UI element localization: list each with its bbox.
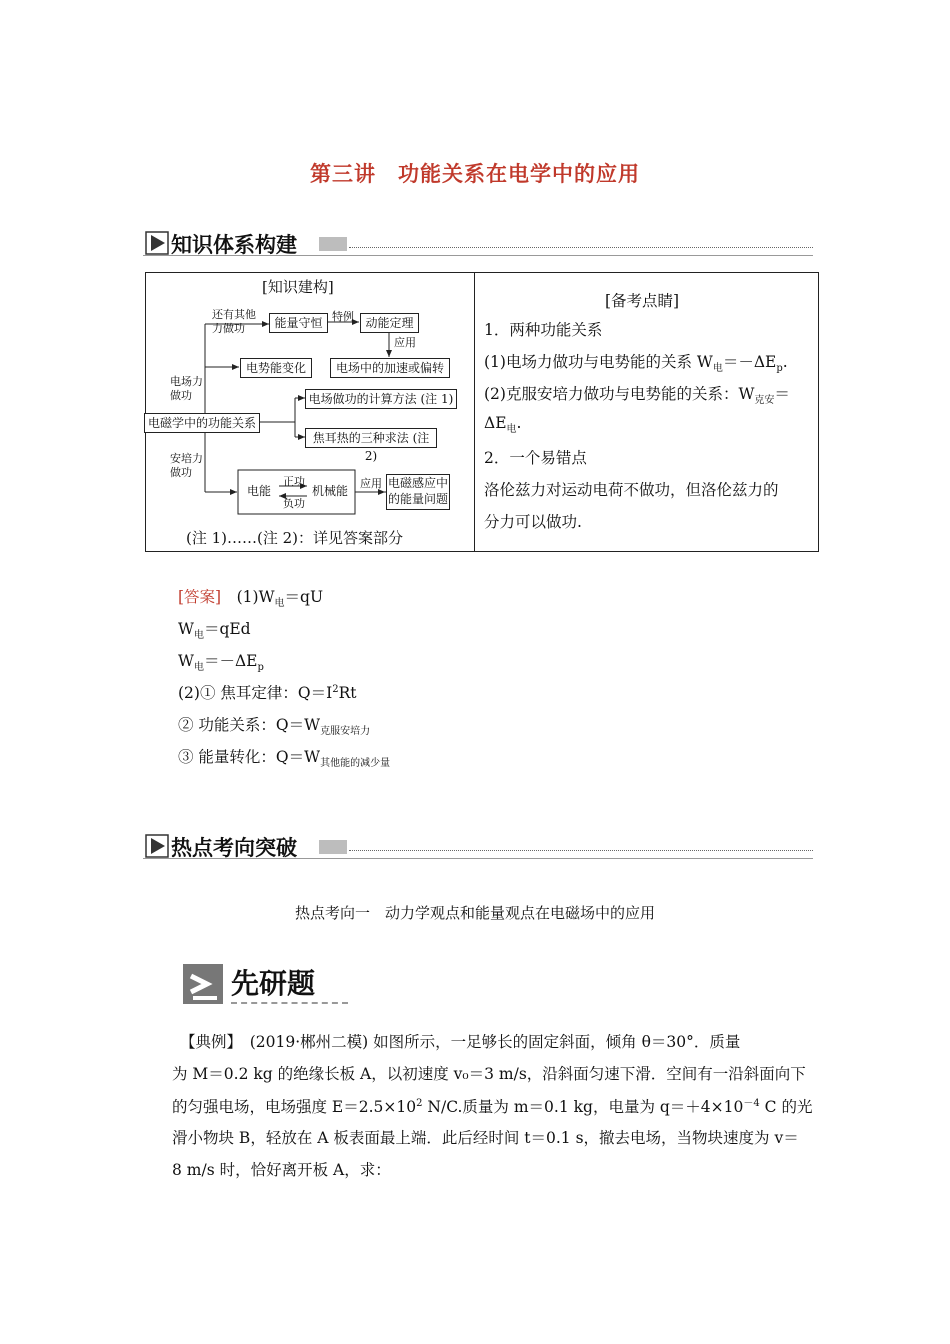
right-line-1: 1．两种功能关系	[484, 321, 603, 339]
node-energy-conservation: 能量守恒	[269, 313, 328, 333]
research-header	[183, 960, 348, 1006]
problem-line-3: 的匀强电场，电场强度 $E=2.5\times 10^2$ N/C.质量为 m＝0.1 kg，电量为 $q=+4\times 10^{-4}$ C 的光	[172, 1098, 813, 1117]
label-apply: 应用	[360, 477, 382, 490]
right-header: [备考点睛]	[605, 292, 680, 310]
label-apply-vertical: 应用	[394, 336, 416, 349]
check-arrow-icon	[183, 964, 223, 1004]
problem-line-1: 【典例】 (2019·郴州二模) 如图所示，一足够长的固定斜面，倾角 θ＝30°．质量	[180, 1033, 741, 1051]
right-line-5: 2．一个易错点	[484, 449, 587, 467]
label-efield-work: 电场力 做功	[170, 375, 203, 402]
node-accel-deflect: 电场中的加速或偏转	[330, 358, 450, 378]
answer-line-3: $W_电=-\Delta E_p$	[178, 652, 264, 674]
problem-line-4: 滑小物块 B，轻放在 A 板表面最上端．此后经时间 t＝0.1 s，撤去电场，当物块速度为 v＝	[172, 1129, 799, 1147]
node-calc-method: 电场做功的计算方法 (注 1)	[305, 389, 457, 409]
right-line-2: (1)电场力做功与电势能的关系 $W_电=-\Delta E_p$.	[484, 353, 788, 375]
answer-line-5: ② 功能关系：$Q=W_{克服安培力}$	[178, 716, 371, 738]
label-ampere-work: 安培力 做功	[170, 452, 203, 479]
page-title: 第三讲 功能关系在电学中的应用	[310, 162, 640, 186]
answer-line-4: (2)① 焦耳定律：$Q=I^2Rt$	[178, 683, 357, 702]
right-line-6: 洛伦兹力对运动电荷不做功，但洛伦兹力的	[484, 481, 779, 499]
right-line-3: (2)克服安培力做功与电势能的关系：$W_{克安}=$	[484, 385, 790, 407]
diagram-header: [知识建构]	[262, 278, 334, 296]
label-positive-work: 正功	[283, 475, 305, 488]
node-potential-change: 电势能变化	[240, 358, 312, 378]
problem-line-5: 8 m/s 时，恰好离开板 A，求：	[172, 1161, 391, 1179]
diagram-note: (注 1)……(注 2)：详见答案部分	[186, 529, 404, 547]
label-other-force: 还有其他 力做功	[212, 308, 256, 335]
answer-line-2: $W_电=qEd$	[178, 620, 251, 642]
node-electric-energy: 电能	[247, 484, 272, 498]
arrow-triangle-icon	[145, 834, 169, 858]
section-header-hotspot	[143, 832, 813, 862]
arrow-triangle-icon	[145, 231, 169, 255]
problem-line-2: 为 M＝0.2 kg 的绝缘长板 A，以初速度 v₀＝3 m/s，沿斜面匀速下滑．空间有一沿斜面向下	[172, 1065, 806, 1083]
label-negative-work: 负功	[283, 497, 305, 510]
section-header-knowledge	[143, 229, 813, 259]
answer-line-6: ③ 能量转化：$Q=W_{其他能的减少量}$	[178, 748, 391, 770]
node-kinetic-theorem: 动能定理	[360, 313, 419, 333]
right-line-4: $\Delta E_电$.	[484, 414, 522, 436]
answer-line-1: [答案] $(1)W_电=qU$	[178, 588, 324, 610]
research-title: 先研题	[231, 967, 316, 1000]
section-title: 热点考向突破	[171, 836, 297, 860]
node-mechanical-energy: 机械能	[312, 484, 349, 498]
right-line-7: 分力可以做功.	[484, 513, 582, 531]
node-joule-heat: 焦耳热的三种求法 (注 2)	[305, 428, 437, 448]
answer-tag: [答案]	[178, 588, 222, 606]
node-root: 电磁学中的功能关系	[144, 413, 260, 433]
section-title: 知识体系构建	[171, 233, 297, 257]
node-induction-energy: 电磁感应中 的能量问题	[386, 474, 450, 510]
label-special-case: 特例	[332, 310, 354, 323]
hotspot-subtitle: 热点考向一 动力学观点和能量观点在电磁场中的应用	[294, 904, 655, 922]
